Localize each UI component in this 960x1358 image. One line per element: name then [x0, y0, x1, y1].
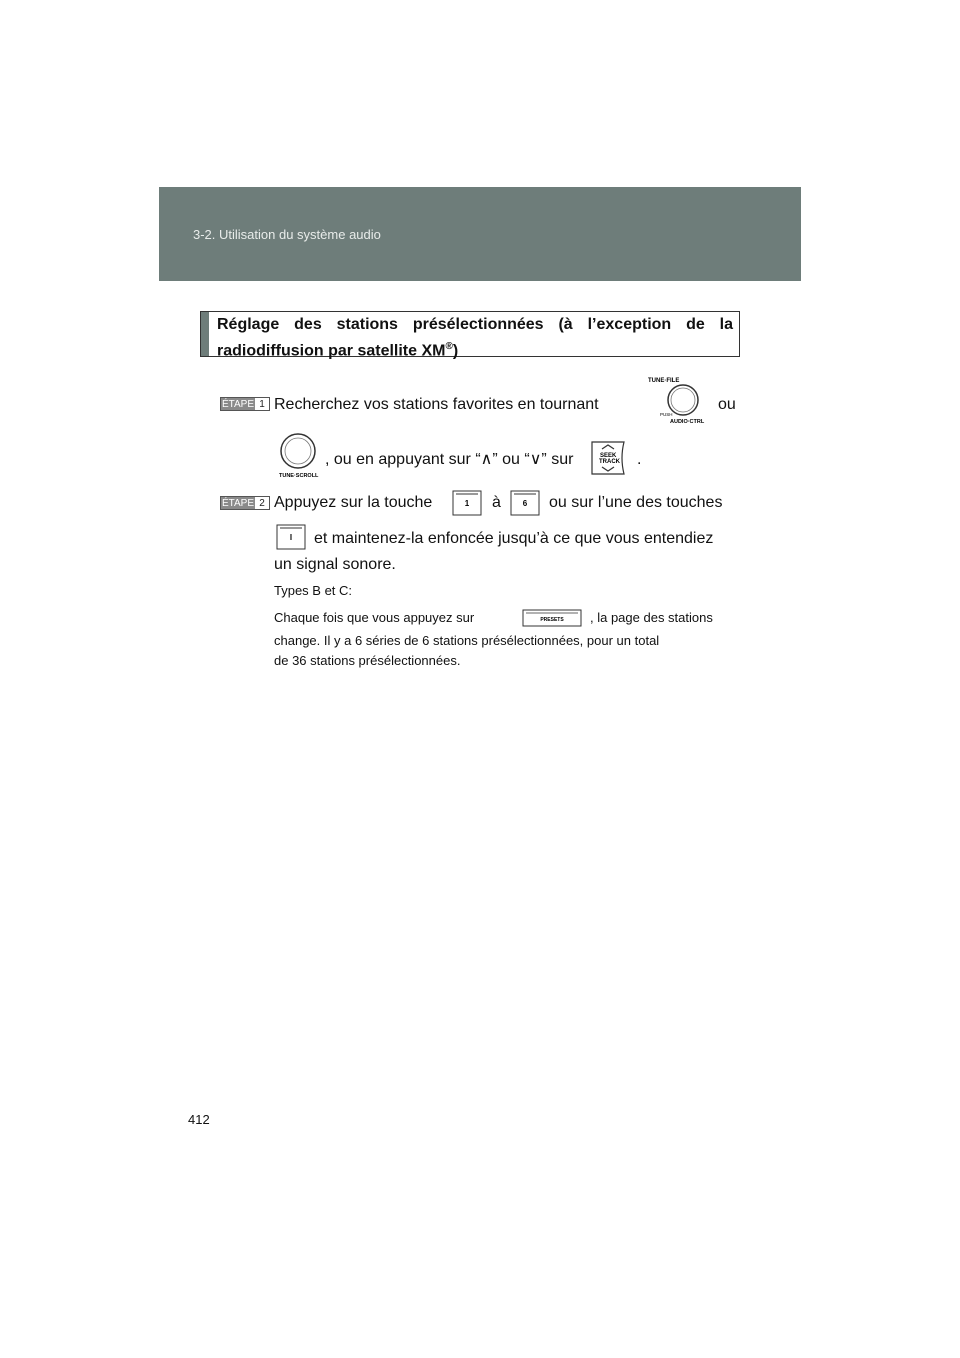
- step-badge-number: 2: [255, 497, 269, 509]
- step-badge-label: ÉTAPE: [221, 399, 255, 410]
- heading-accent-bar: [201, 312, 209, 356]
- seek-label: SEEK: [600, 453, 617, 459]
- preset-1-label: 1: [464, 499, 470, 508]
- section-heading-box: [200, 311, 740, 360]
- step-badge-number: 1: [255, 398, 269, 410]
- step-badge-1: [220, 397, 270, 411]
- step1-text-c: , ou en appuyant sur “∧” ou “∨” sur: [325, 451, 574, 468]
- step2-text-d: et maintenez-la enfoncée jusqu’à ce que vous entendiez: [314, 530, 714, 547]
- step-badge-label: ÉTAPE: [221, 498, 255, 509]
- heading-text: radiodiffusion par satellite XM: [217, 342, 446, 360]
- preset-1-button-icon: [452, 490, 482, 516]
- preset-button-icon: [276, 524, 306, 550]
- tune-file-knob-icon: [646, 374, 708, 426]
- tune-file-top-label: TUNE·FILE: [648, 378, 680, 384]
- note-line1-a: Chaque fois que vous appuyez sur: [274, 610, 475, 625]
- note-title: Types B et C:: [274, 583, 353, 598]
- heading-close: ): [452, 342, 459, 360]
- tune-scroll-label: TUNE·SCROLL: [279, 473, 319, 479]
- step1-text-b: ou: [718, 396, 736, 413]
- note-line3: de 36 stations présélectionnées.: [274, 653, 461, 668]
- seek-track-button-icon: [590, 440, 634, 476]
- tune-file-bottom-label: AUDIO·CTRL: [670, 419, 705, 425]
- step2-text-e: un signal sonore.: [274, 556, 396, 573]
- track-label: TRACK: [599, 459, 620, 465]
- preset-6-label: 6: [522, 499, 528, 508]
- step2-text-a: Appuyez sur la touche: [274, 494, 433, 511]
- section-heading-line2: [217, 336, 458, 362]
- page-number: 412: [188, 1112, 210, 1127]
- step1-text-a: Recherchez vos stations favorites en tournant: [274, 396, 599, 413]
- presets-label: PRESETS: [540, 617, 564, 623]
- registered-mark: ®: [445, 341, 453, 352]
- tune-scroll-knob-icon: [278, 430, 324, 480]
- section-heading-line1: Réglage des stations présélectionnées (à l’exception de la: [217, 316, 733, 333]
- note-line2: change. Il y a 6 séries de 6 stations présélectionnées, pour un total: [274, 633, 660, 648]
- step-badge-2: [220, 496, 270, 510]
- step2-text-c: ou sur l’une des touches: [549, 494, 723, 511]
- presets-button-icon: [522, 609, 582, 627]
- note-line1-b: , la page des stations: [590, 610, 713, 625]
- tune-file-push-label: PUSH: [660, 412, 673, 417]
- step1-text-d: .: [637, 451, 642, 468]
- preset-6-button-icon: [510, 490, 540, 516]
- header-band: [159, 187, 801, 281]
- section-title: 3-2. Utilisation du système audio: [193, 227, 381, 242]
- step2-text-b: à: [492, 494, 501, 511]
- preset-blank-label: l: [289, 533, 293, 542]
